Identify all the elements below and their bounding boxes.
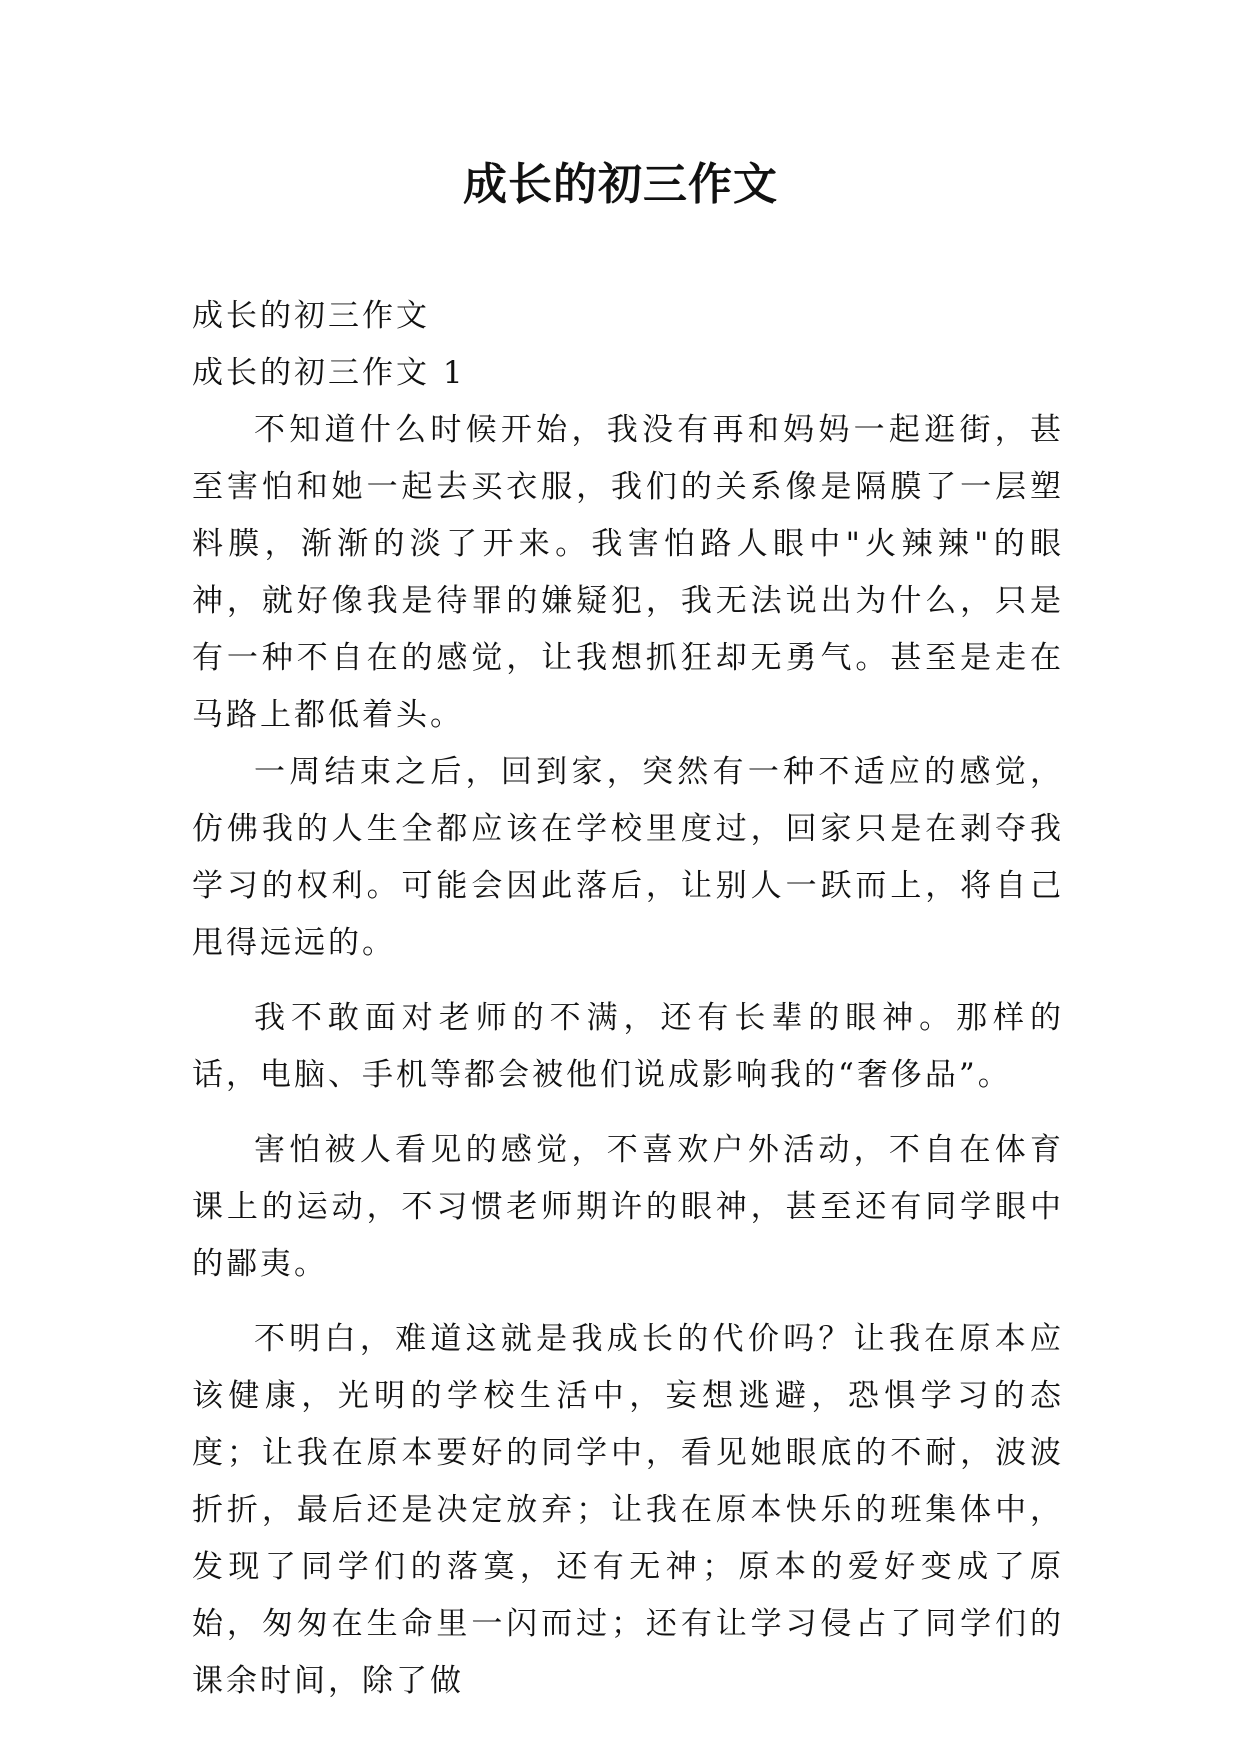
paragraph: 害怕被人看见的感觉，不喜欢户外活动，不自在体育课上的运动，不习惯老师期许的眼神，甚至还有同学眼中的鄙夷。: [192, 1132, 1064, 1282]
paragraph: 不明白，难道这就是我成长的代价吗？让我在原本应该健康，光明的学校生活中，妄想逃避，恐惧学习的态度；让我在原本要好的同学中，看见她眼底的不耐，波波折折，最后还是决定放弃；让我在原本快乐的班集体中，发现了同学们的落寞，还有无神；原本的爱好变成了原始，匆匆在生命里一闪而过；还有让学习侵占了同学们的课余时间，除了做: [192, 1321, 1064, 1699]
document-subtitle: 成长的初三作文: [192, 298, 430, 334]
paragraph: 一周结束之后，回到家，突然有一种不适应的感觉，仿佛我的人生全都应该在学校里度过，回家只是在剥夺我学习的权利。可能会因此落后，让别人一跃而上，将自己甩得远远的。: [192, 754, 1064, 961]
page-title: 成长的初三作文: [463, 159, 778, 210]
section-heading: 成长的初三作文 1: [192, 355, 466, 391]
document-body: [192, 288, 1064, 1710]
paragraph: 我不敢面对老师的不满，还有长辈的眼神。那样的话，电脑、手机等都会被他们说成影响我的“奢侈品”。: [192, 1000, 1064, 1093]
paragraph: 不知道什么时候开始，我没有再和妈妈一起逛街，甚至害怕和她一起去买衣服，我们的关系像是隔膜了一层塑料膜，渐渐的淡了开来。我害怕路人眼中"火辣辣"的眼神，就好像我是待罪的嫌疑犯，我无法说出为什么，只是有一种不自在的感觉，让我想抓狂却无勇气。甚至是走在马路上都低着头。: [192, 412, 1064, 733]
